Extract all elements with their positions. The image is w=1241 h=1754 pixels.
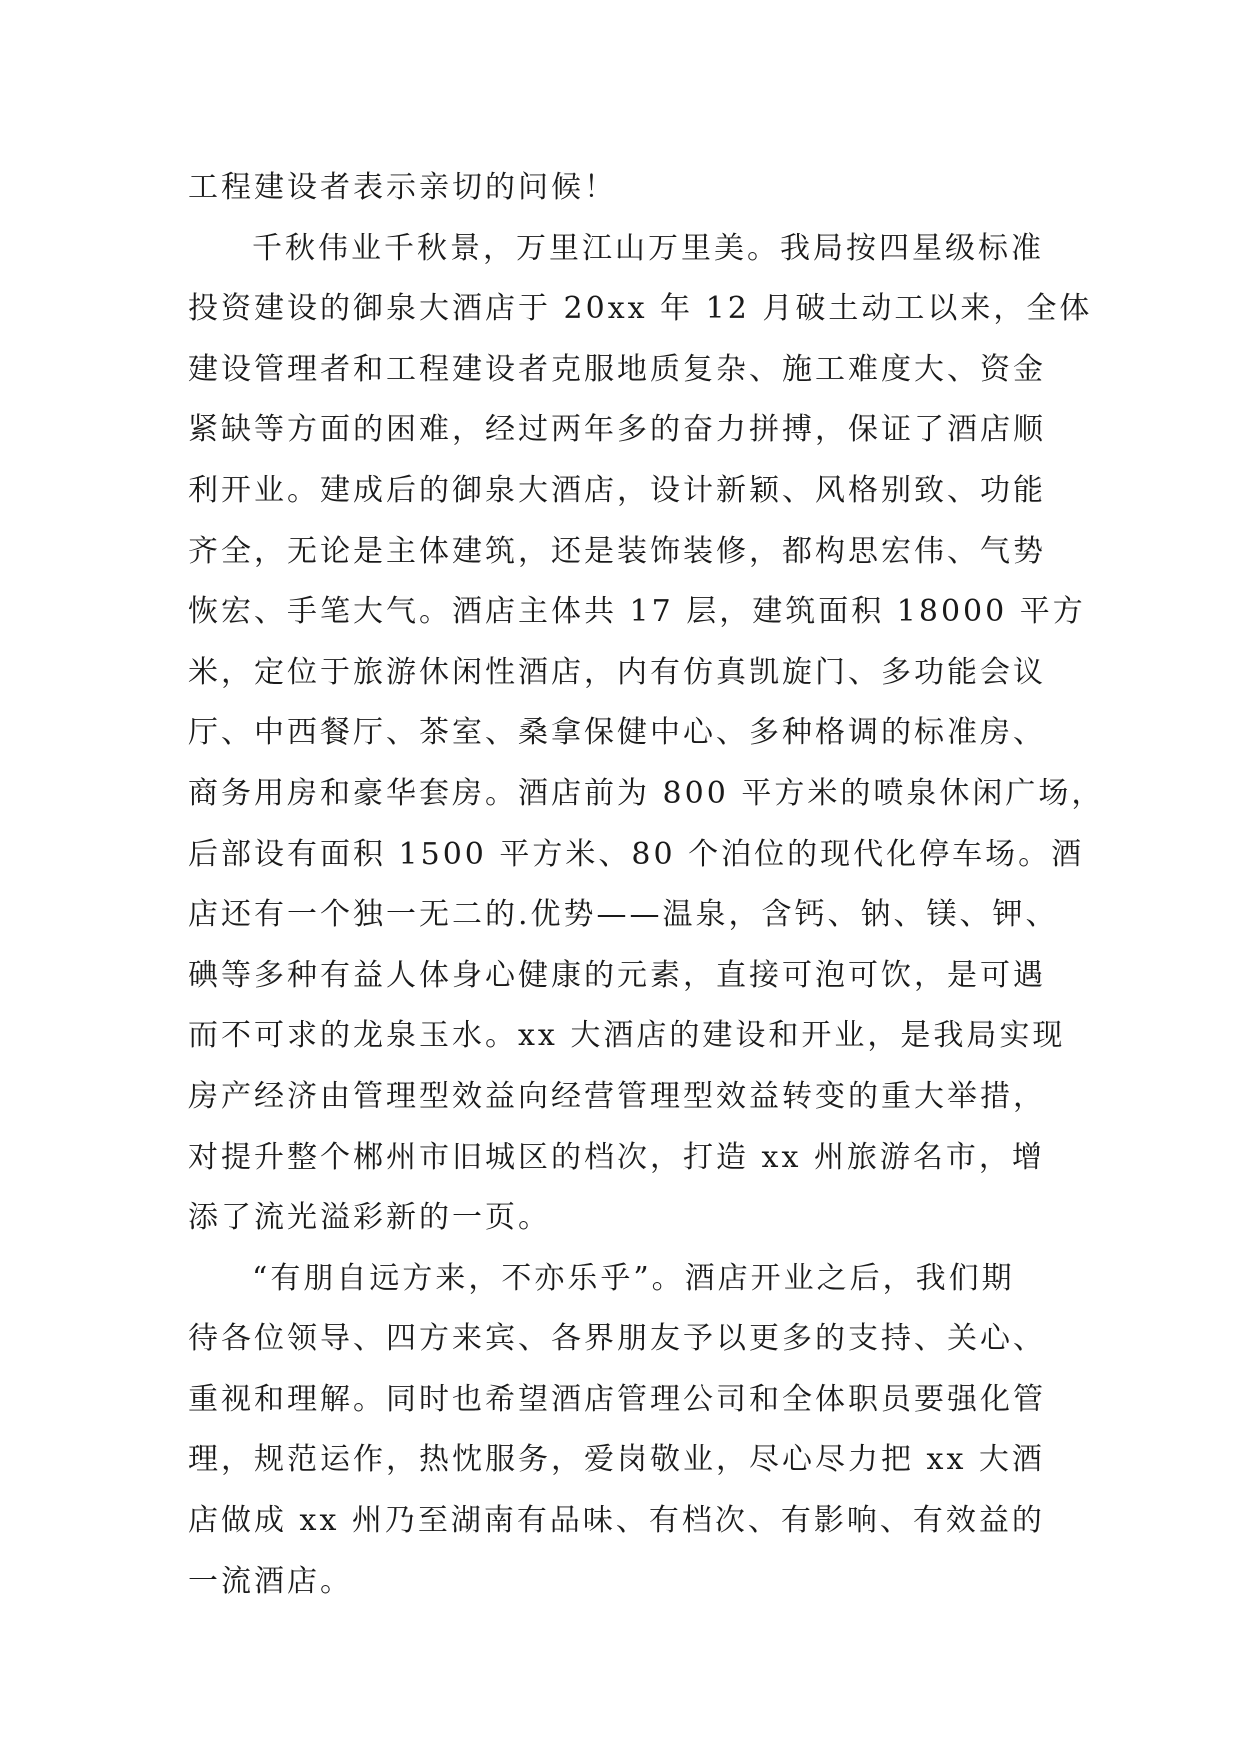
paragraph-2-line-17: 添了流光溢彩新的一页。 [188,1200,551,1236]
paragraph-3-line-3: 重视和理解。同时也希望酒店管理公司和全体职员要强化管 [188,1381,1046,1417]
paragraph-2-line-4: 紧缺等方面的困难，经过两年多的奋力拼搏，保证了酒店顺 [188,412,1046,448]
paragraph-2-line-5: 利开业。建成后的御泉大酒店，设计新颖、风格别致、功能 [188,472,1046,508]
paragraph-3-line-5: 店做成 xx 州乃至湖南有品味、有档次、有影响、有效益的 [188,1503,1045,1539]
paragraph-3-line-1: “有朋自远方来，不亦乐乎”。酒店开业之后，我们期 [252,1260,1015,1296]
paragraph-2-line-15: 房产经济由管理型效益向经营管理型效益转变的重大举措， [188,1078,1046,1114]
paragraph-2-line-11: 后部设有面积 1500 平方米、80 个泊位的现代化停车场。酒 [188,836,1085,872]
paragraph-3-line-6: 一流酒店。 [188,1563,353,1599]
paragraph-2-line-16: 对提升整个郴州市旧城区的档次，打造 xx 州旅游名市，增 [188,1139,1045,1175]
paragraph-3-line-2: 待各位领导、四方来宾、各界朋友予以更多的支持、关心、 [188,1321,1046,1357]
paragraph-2-line-6: 齐全，无论是主体建筑，还是装饰装修，都构思宏伟、气势 [188,533,1046,569]
paragraph-2-line-14: 而不可求的龙泉玉水。xx 大酒店的建设和开业，是我局实现 [188,1018,1066,1054]
paragraph-2-line-3: 建设管理者和工程建设者克服地质复杂、施工难度大、资金 [188,351,1046,387]
paragraph-1-line-1: 工程建设者表示亲切的问候！ [188,170,617,205]
paragraph-3-line-4: 理，规范运作，热忱服务，爱岗敬业，尽心尽力把 xx 大酒 [188,1442,1045,1478]
paragraph-2-line-7: 恢宏、手笔大气。酒店主体共 17 层，建筑面积 18000 平方 [188,594,1086,630]
paragraph-2-line-2: 投资建设的御泉大酒店于 20xx 年 12 月破土动工以来，全体 [188,291,1093,327]
paragraph-2-line-8: 米，定位于旅游休闲性酒店，内有仿真凯旋门、多功能会议 [188,654,1046,690]
paragraph-2-line-13: 碘等多种有益人体身心健康的元素，直接可泡可饮，是可遇 [188,957,1046,993]
document-body [188,158,1105,1612]
paragraph-2-line-1: 千秋伟业千秋景，万里江山万里美。我局按四星级标准 [252,230,1044,266]
paragraph-2-line-9: 厅、中西餐厅、茶室、桑拿保健中心、多种格调的标准房、 [188,715,1046,751]
paragraph-2-line-10: 商务用房和豪华套房。酒店前为 800 平方米的喷泉休闲广场， [188,775,1105,811]
paragraph-2-line-12: 店还有一个独一无二的.优势——温泉，含钙、钠、镁、钾、 [188,897,1059,933]
